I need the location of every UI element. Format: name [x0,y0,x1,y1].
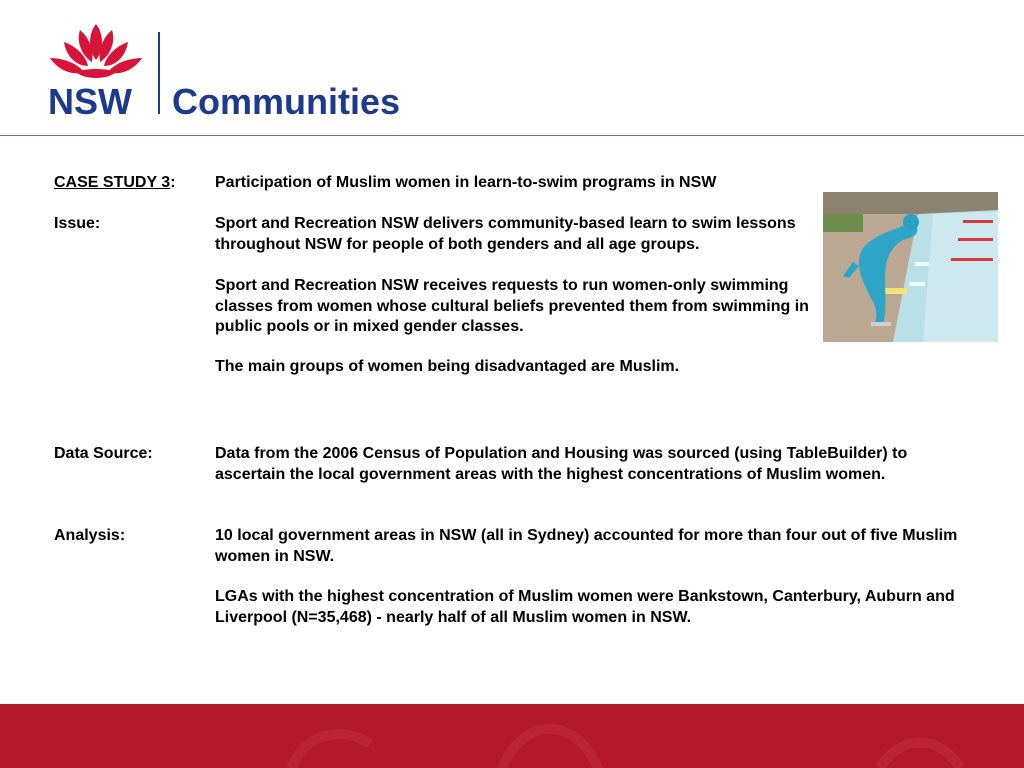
swimmer-photo [823,192,998,342]
case-study-label-text: CASE STUDY 3 [54,174,171,191]
header [0,0,1024,136]
logo-communities-text: Communities [172,81,401,122]
footer-band [0,704,1024,768]
case-study-colon: : [170,174,176,191]
issue-paragraph-3: The main groups of women being disadvantaged are Muslim. [215,358,680,375]
analysis-paragraph-2: LGAs with the highest concentration of Muslim women were Bankstown, Canterbury, Auburn and Liverpool (N=35,468) - nearly half of all Muslim women in NSW. [215,588,955,626]
logo-nsw-text: NSW [48,81,132,122]
analysis-paragraph-1: 10 local government areas in NSW (all in Sydney) accounted for more than four out of five Muslim women in NSW. [215,527,958,565]
issue-paragraph-2: Sport and Recreation NSW receives requests to run women-only swimming classes from women whose cultural beliefs prevented them from swimming in public pools or in mixed gender classes. [215,277,809,335]
data-source-text: Data from the 2006 Census of Population and Housing was sourced (using TableBuilder) to ascertain the local government areas with the highest concentrations of Muslim women. [215,445,908,483]
case-study-title: Participation of Muslim women in learn-to-swim programs in NSW [215,174,717,191]
issue-label: Issue: [54,215,101,232]
logo-divider [158,32,160,114]
data-source-label: Data Source: [54,445,153,462]
header-rule [0,135,1024,136]
issue-paragraph-1: Sport and Recreation NSW delivers community-based learn to swim lessons throughout NSW for people of both genders and all age groups. [215,215,796,253]
case-study-label [54,173,176,194]
analysis-label: Analysis: [54,527,126,544]
waratah-icon [46,20,146,86]
